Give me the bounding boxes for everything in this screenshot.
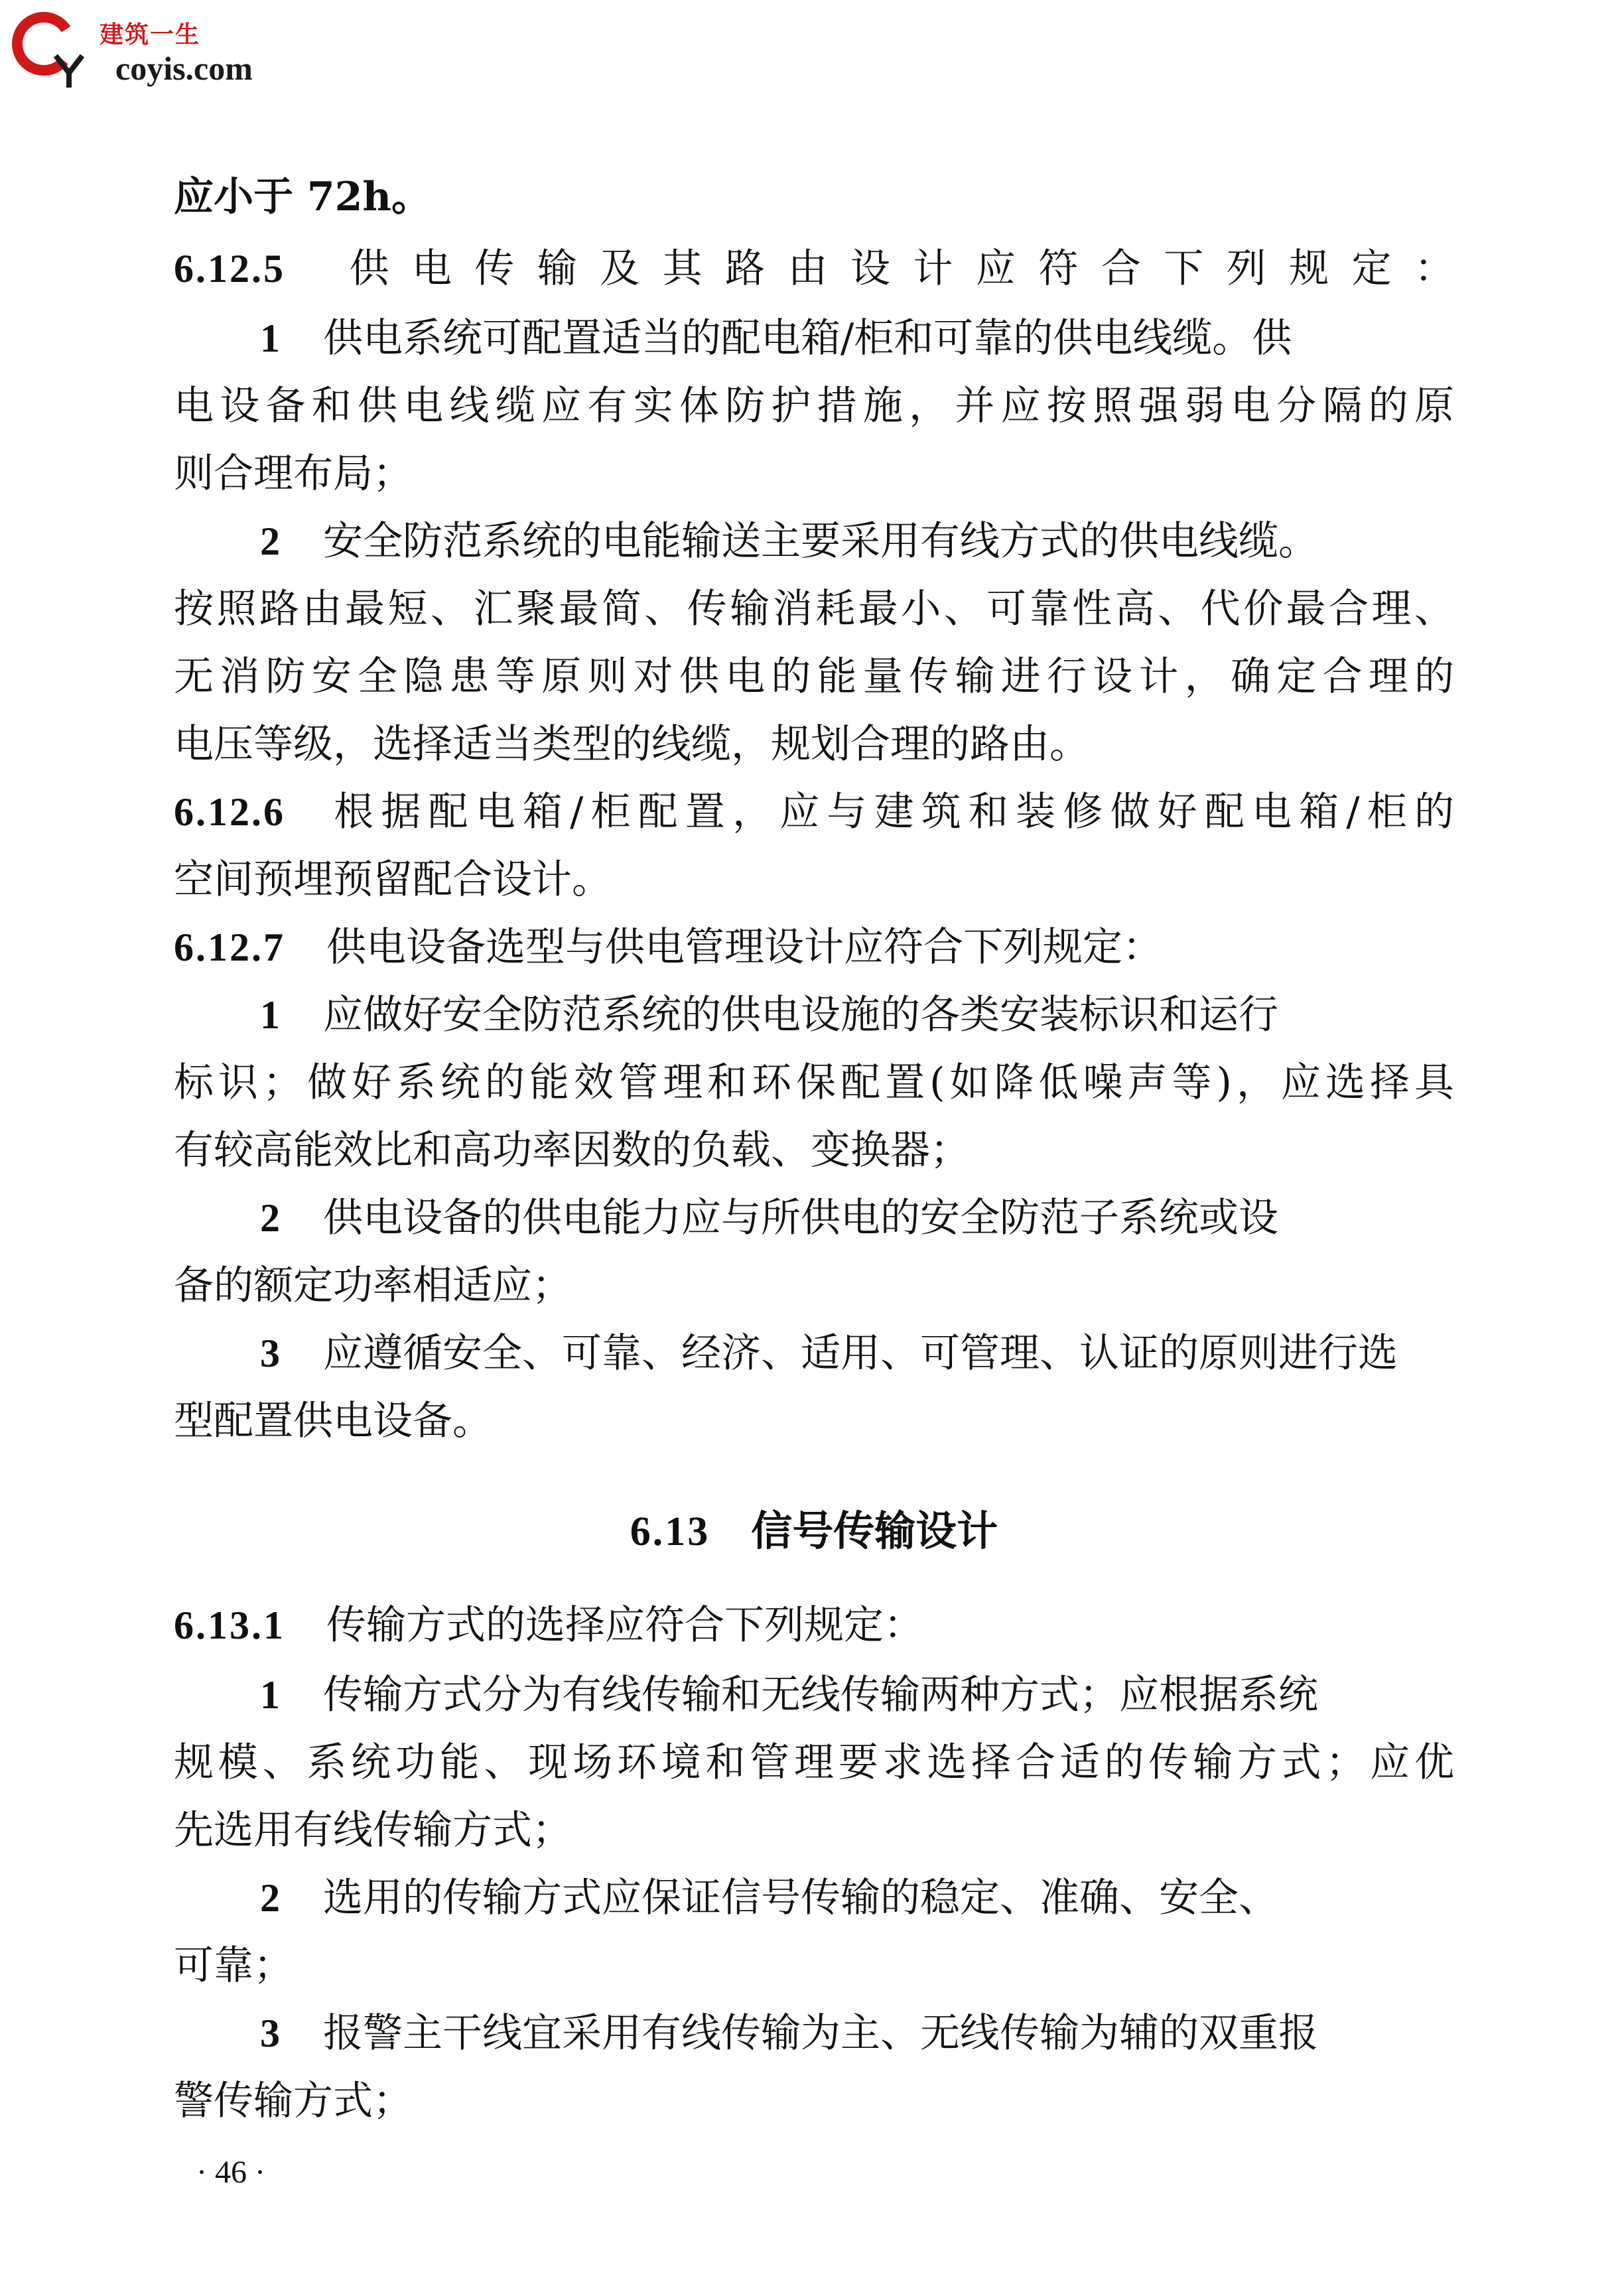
text-line: 电设备和供电线缆应有实体防护措施，并应按照强弱电分隔的原 xyxy=(174,383,1454,429)
clause-number: 6.12.5 xyxy=(174,247,285,291)
item-number: 2 xyxy=(260,1876,282,1920)
clause-text: 供电设备选型与供电管理设计应符合下列规定： xyxy=(326,924,1162,971)
item-number: 1 xyxy=(260,993,282,1037)
section-number: 6.13 xyxy=(630,1509,710,1554)
item-number: 3 xyxy=(260,1331,282,1375)
clause-6-12-7 xyxy=(174,921,1162,974)
item-text: 安全防范系统的电能输送主要采用有线方式的供电线缆。 xyxy=(323,518,1318,565)
text-line: 规模、系统功能、现场环境和管理要求选择合适的传输方式；应优 xyxy=(174,1739,1454,1786)
clause-text: 传输方式的选择应符合下列规定： xyxy=(326,1602,923,1649)
list-item xyxy=(260,988,1454,1042)
section-heading xyxy=(174,1505,1454,1558)
item-text: 应遵循安全、可靠、经济、适用、可管理、认证的原则进行选 xyxy=(323,1330,1398,1377)
clause-6-12-5 xyxy=(174,242,1454,295)
list-item xyxy=(260,312,1454,365)
list-item xyxy=(260,1871,1454,1925)
text-line: 无消防安全隐患等原则对供电的能量传输进行设计，确定合理的 xyxy=(174,653,1454,700)
text-line: 电压等级，选择适当类型的线缆，规划合理的路由。 xyxy=(174,721,1089,768)
text-line: 先选用有线传输方式； xyxy=(174,1807,572,1854)
item-number: 2 xyxy=(260,1196,282,1240)
item-number: 2 xyxy=(260,519,282,563)
clause-text: 根据配电箱/柜配置，应与建筑和装修做好配电箱/柜的 xyxy=(326,789,1454,835)
clause-6-13-1 xyxy=(174,1599,923,1652)
text-line: 按照路由最短、汇聚最简、传输消耗最小、可靠性高、代价最合理、 xyxy=(174,586,1454,632)
logo-text-cn: 建筑一生 xyxy=(100,21,201,48)
text-line: 则合理布局； xyxy=(174,450,413,497)
clause-number: 6.12.7 xyxy=(174,925,285,969)
item-text: 供电设备的供电能力应与所供电的安全防范子系统或设 xyxy=(323,1195,1278,1241)
page-number: · 46 · xyxy=(196,2155,265,2190)
logo-text-en: coyis.com xyxy=(115,50,253,87)
list-item xyxy=(260,1327,1454,1380)
item-text: 应做好安全防范系统的供电设施的各类安装标识和运行 xyxy=(323,992,1278,1038)
item-number: 1 xyxy=(260,316,282,360)
clause-text: 供电传输及其路由设计应符合下列规定： xyxy=(326,245,1454,292)
cy-logo-icon xyxy=(9,9,96,89)
clause-number: 6.12.6 xyxy=(174,790,285,834)
item-number: 3 xyxy=(260,2011,282,2055)
text-line: 应小于 72h。 xyxy=(174,174,432,220)
list-item xyxy=(260,2007,1454,2060)
text-line: 空间预埋预留配合设计。 xyxy=(174,856,612,903)
list-item xyxy=(260,1668,1454,1722)
text-line: 警传输方式； xyxy=(174,2078,413,2124)
item-text: 传输方式分为有线传输和无线传输两种方式；应根据系统 xyxy=(323,1672,1318,1718)
text-line: 有较高能效比和高功率因数的负载、变换器； xyxy=(174,1127,970,1174)
site-logo xyxy=(9,9,288,89)
list-item xyxy=(260,1191,1454,1245)
clause-number: 6.13.1 xyxy=(174,1603,285,1647)
item-text: 报警主干线宜采用有线传输为主、无线传输为辅的双重报 xyxy=(323,2010,1318,2057)
item-text: 供电系统可配置适当的配电箱/柜和可靠的供电线缆。供 xyxy=(323,315,1292,362)
text-line: 可靠； xyxy=(174,1942,293,1989)
text-line: 标识；做好系统的能效管理和环保配置(如降低噪声等)，应选择具 xyxy=(174,1059,1454,1106)
list-item xyxy=(260,515,1454,568)
clause-6-12-6 xyxy=(174,785,1454,839)
text-line: 备的额定功率相适应； xyxy=(174,1262,572,1309)
section-title: 信号传输设计 xyxy=(751,1507,998,1555)
item-number: 1 xyxy=(260,1673,282,1717)
item-text: 选用的传输方式应保证信号传输的稳定、准确、安全、 xyxy=(323,1875,1278,1921)
text-line: 型配置供电设备。 xyxy=(174,1398,492,1444)
